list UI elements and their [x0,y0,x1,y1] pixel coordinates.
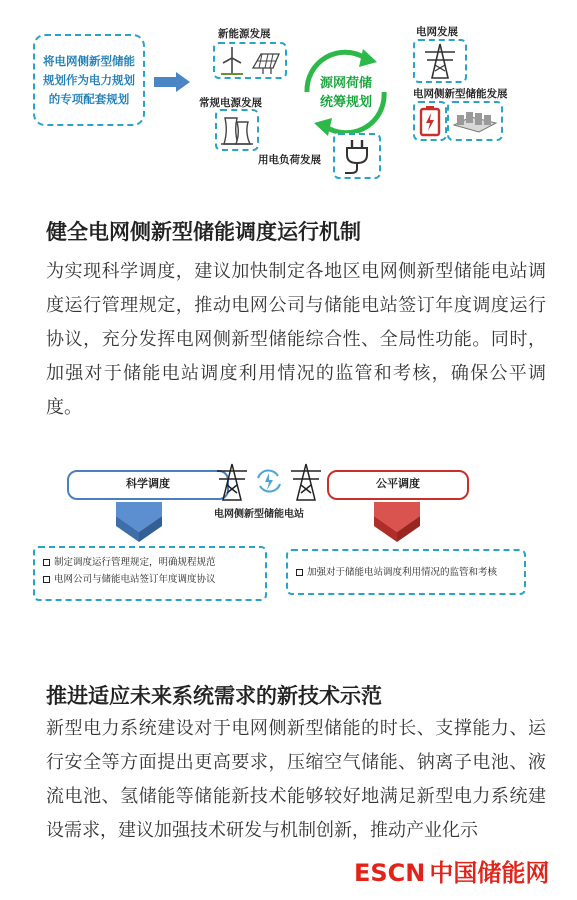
grid-label: 电网发展 [416,26,458,38]
scientific-dispatch-label: 科学调度 [126,477,170,490]
list-item [296,564,497,581]
fair-dispatch-pill [327,470,469,500]
fair-dispatch-box [286,549,526,595]
storage-label: 电网侧新型储能发展 [413,88,508,100]
power-plug-icon [335,135,379,177]
list-item-text: 加强对于储能电站调度利用情况的监管和考核 [307,566,498,578]
grid-storage-station-icon [214,462,324,502]
red-down-chevron-icon [374,498,420,542]
cycle-center-text [300,74,392,112]
wind-turbine-icon [215,44,285,77]
proposal-box [33,34,145,126]
grid-icon-box [413,39,467,83]
section2-paragraph: 新型电力系统建设对于电网侧新型储能的时长、支撑能力、运行安全等方面提出更高要求，压缩空气储能、钠离子电池、液流电池、氢储能等储能新技术能够较好地满足新型电力系统建设需求，建议加强技术研发与机制创新，推动产业化示 [46,718,546,841]
fair-dispatch-label: 公平调度 [376,477,420,490]
transmission-tower-icon [415,41,465,81]
section2-title: 推进适应未来系统需求的新技术示范 [46,684,382,708]
exchange-icon [258,470,280,491]
right-arrow-icon [154,72,190,92]
list-item [43,554,257,571]
load-label: 用电负荷发展 [258,154,321,166]
blue-down-chevron-icon [116,498,162,542]
scientific-dispatch-pill [67,470,229,500]
cycle-line-1: 源网荷储 [319,76,372,91]
storage-station-icon [449,103,501,139]
list-item-text: 电网公司与储能电站签订年度调度协议 [54,574,216,585]
list-item-text: 制定调度运行管理规定，明确规程规范 [54,557,216,568]
watermark-brand: ESCN [354,859,426,887]
station-label: 电网侧新型储能电站 [214,509,304,520]
conventional-icon-box [215,109,259,151]
watermark-name: 中国储能网 [429,859,550,887]
battery-icon-box [413,101,447,141]
new-energy-icon-box [213,42,287,79]
new-energy-label: 新能源发展 [218,28,271,40]
storage-station-icon-box [447,101,503,141]
section1-title: 健全电网侧新型储能调度运行机制 [46,220,361,244]
load-icon-box [333,133,381,179]
scientific-dispatch-box [33,546,267,601]
battery-icon [415,103,445,139]
cycle-line-2: 统筹规划 [319,95,372,110]
solar-panel-icon [253,54,279,74]
proposal-text: 将电网侧新型储能规划作为电力规划的专项配套规划 [43,53,135,106]
list-item [43,571,257,588]
cooling-tower-icon [217,111,257,149]
conventional-power-label: 常规电源发展 [199,97,262,109]
escn-watermark [352,853,551,888]
section1-paragraph: 为实现科学调度，建议加快制定各地区电网侧新型储能电站调度运行管理规定，推动电网公司与储能电站签订年度调度运行协议，充分发挥电网侧新型储能综合性、全局性功能。同时，加强对于储能电站调度利用情况的监管和考核，确保公平调度。 [46,261,546,418]
